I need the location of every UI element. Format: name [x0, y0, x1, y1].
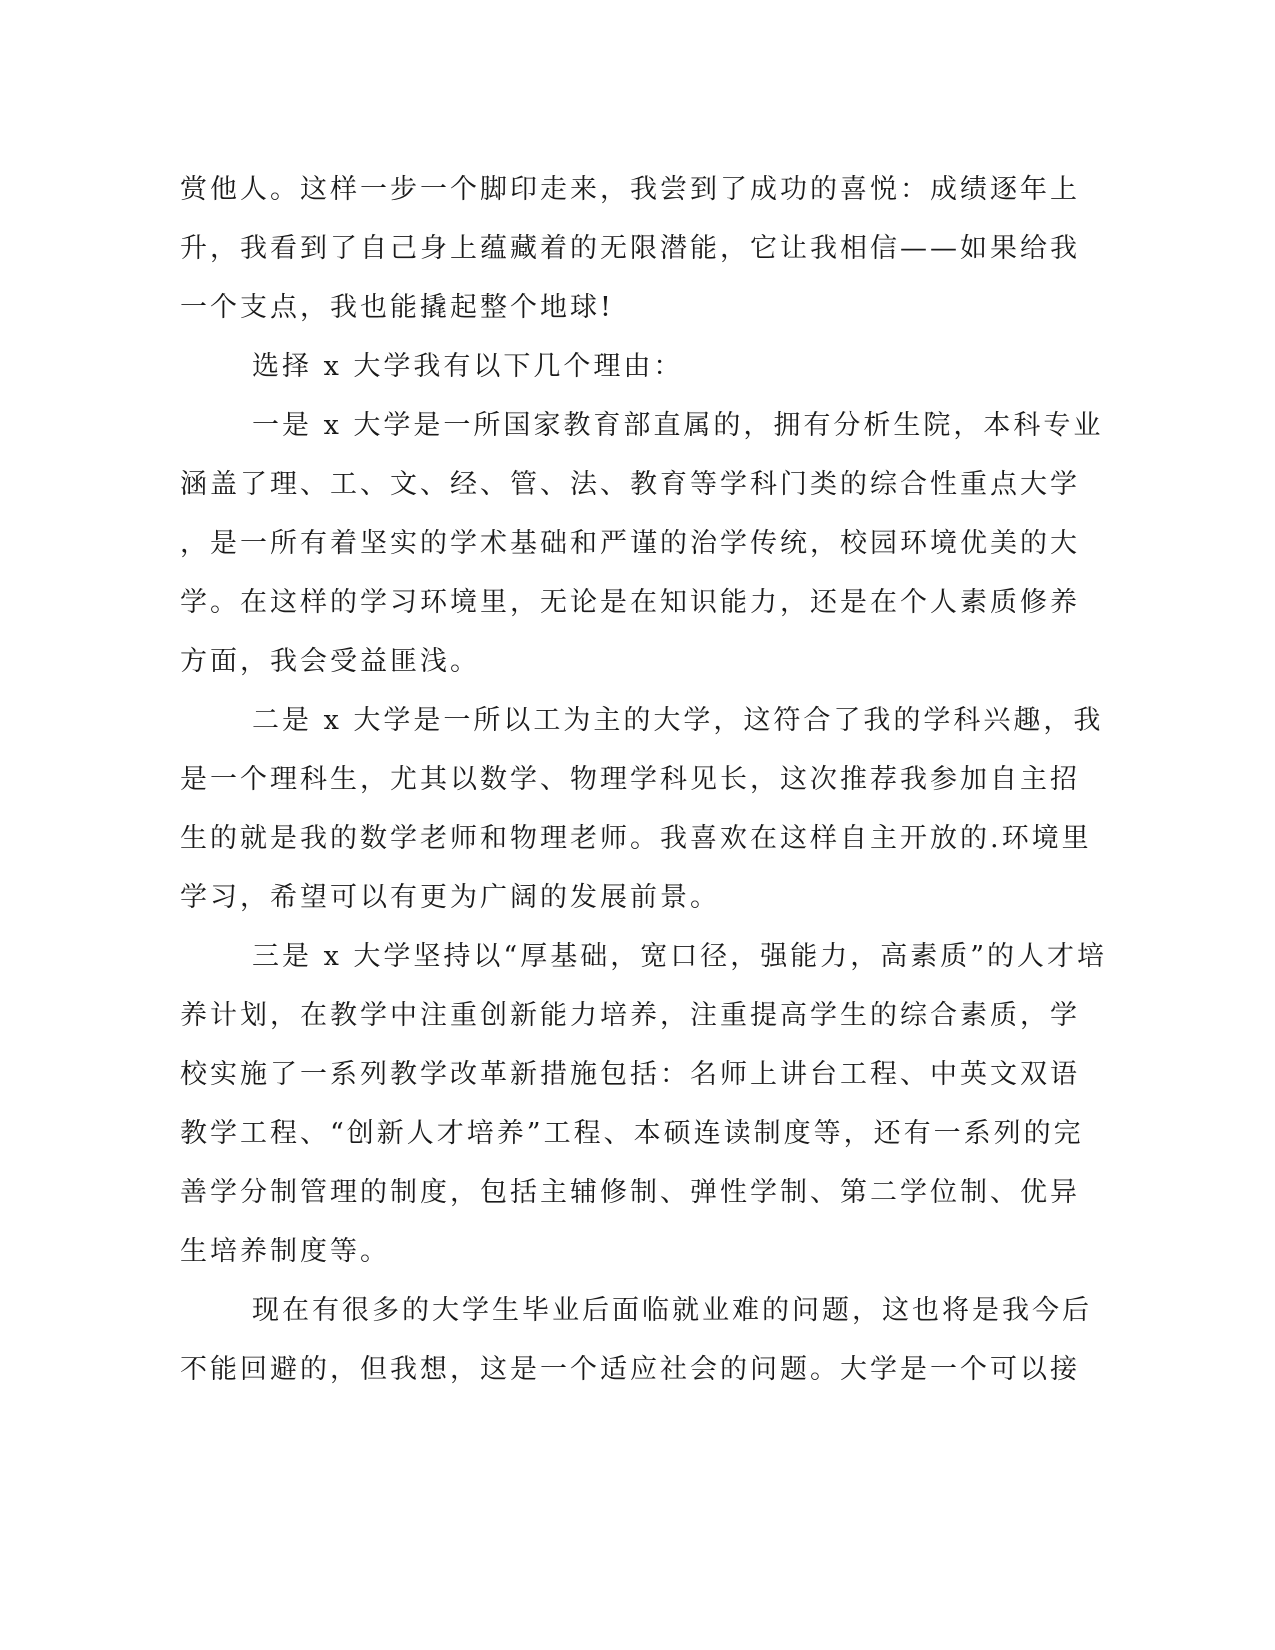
text-line: 养计划，在教学中注重创新能力培养，注重提高学生的综合素质，学 — [180, 1000, 1080, 1031]
document-body — [180, 160, 1107, 1399]
paragraph-start-line: 三是 x 大学坚持以“厚基础，宽口径，强能力，高素质”的人才培 — [252, 941, 1107, 972]
text-line: 升，我看到了自己身上蕴藏着的无限潜能，它让我相信——如果给我 — [180, 233, 1080, 264]
text-line: 一个支点，我也能撬起整个地球! — [180, 292, 614, 323]
text-line: 是一个理科生，尤其以数学、物理学科见长，这次推荐我参加自主招 — [180, 764, 1080, 795]
text-line: 学习，希望可以有更为广阔的发展前景。 — [180, 882, 720, 913]
paragraph-start-line: 现在有很多的大学生毕业后面临就业难的问题，这也将是我今后 — [252, 1295, 1092, 1326]
paragraph-start-line: 二是 x 大学是一所以工为主的大学，这符合了我的学科兴趣，我 — [252, 705, 1104, 736]
text-line: 生培养制度等。 — [180, 1236, 390, 1267]
text-line: 涵盖了理、工、文、经、管、法、教育等学科门类的综合性重点大学 — [180, 469, 1080, 500]
text-line: 不能回避的，但我想，这是一个适应社会的问题。大学是一个可以接 — [180, 1354, 1080, 1385]
paragraph-start-line: 一是 x 大学是一所国家教育部直属的，拥有分析生院，本科专业 — [252, 410, 1104, 441]
text-line: 教学工程、“创新人才培养”工程、本硕连读制度等，还有一系列的完 — [180, 1118, 1084, 1149]
paragraph-start-line: 选择 x 大学我有以下几个理由： — [252, 351, 684, 382]
text-line: 善学分制管理的制度，包括主辅修制、弹性学制、第二学位制、优异 — [180, 1177, 1080, 1208]
text-line: 学。在这样的学习环境里，无论是在知识能力，还是在个人素质修养 — [180, 587, 1080, 618]
text-line: 生的就是我的数学老师和物理老师。我喜欢在这样自主开放的.环境里 — [180, 823, 1092, 854]
text-line: 校实施了一系列教学改革新措施包括：名师上讲台工程、中英文双语 — [180, 1059, 1080, 1090]
text-line: ，是一所有着坚实的学术基础和严谨的治学传统，校园环境优美的大 — [180, 528, 1080, 559]
text-line: 赏他人。这样一步一个脚印走来，我尝到了成功的喜悦：成绩逐年上 — [180, 174, 1080, 205]
text-line: 方面，我会受益匪浅。 — [180, 646, 480, 677]
